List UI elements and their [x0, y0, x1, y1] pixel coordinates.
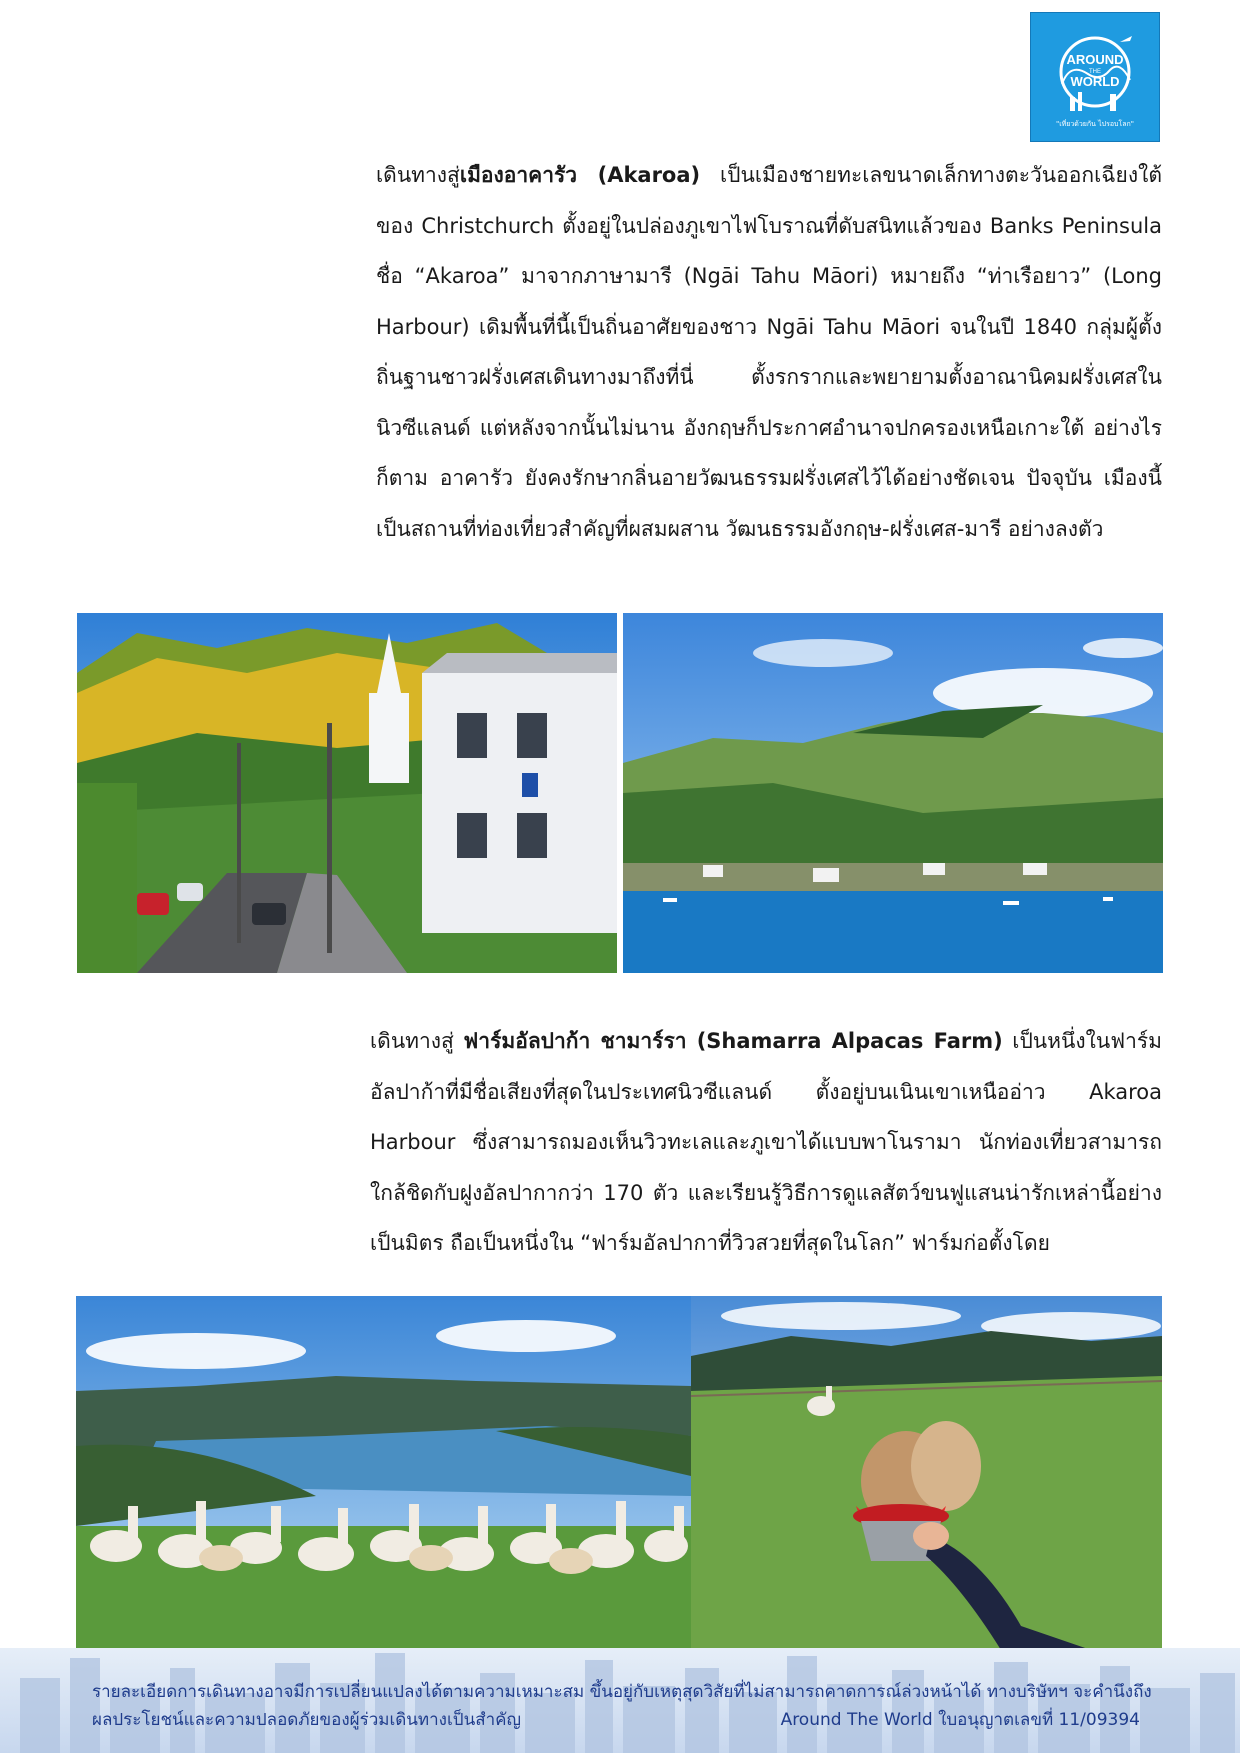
shamarra-intro: เดินทางสู่ — [370, 1029, 464, 1053]
shamarra-name: ฟาร์มอัลปาก้า ชามาร์รา (Shamarra Alpacas Farm) — [463, 1029, 1003, 1053]
logo-text-the: THE — [1089, 69, 1101, 75]
logo-text-world: WORLD — [1070, 74, 1120, 89]
alpaca-feeding-photo — [691, 1296, 1162, 1650]
logo-tagline: "เที่ยวด้วยกัน ไปรอบโลก" — [1056, 120, 1134, 128]
shamarra-body: เป็นหนึ่งในฟาร์มอัลปาก้าที่มีชื่อเสียงที่สุดในประเทศนิวซีแลนด์ ตั้งอยู่บนเนินเขาเหนืออ่าว Akaroa Harbour ซึ่งสามารถมองเห็นวิวทะเลและภูเขาได้แบบพาโนรามา นักท่องเที่ยวสามารถใกล้ชิดกับฝูงอัลปากากว่า 170 ตัว และเรียนรู้วิธีการดูแลสัตว์ขนฟูแสนน่ารักเหล่านี้อย่างเป็นมิตร ถือเป็นหนึ่งใน “ฟาร์มอัลปากาที่วิวสวยที่สุดในโลก” ฟาร์มก่อตั้งโดย — [370, 1029, 1162, 1255]
footer-license: Around The World ใบอนุญาตเลขที่ 11/09394 — [780, 1710, 1140, 1730]
akaroa-street-photo — [77, 613, 617, 973]
akaroa-harbour-photo — [623, 613, 1163, 973]
logo-text-around: AROUND — [1066, 52, 1124, 67]
footer-disclaimer-line2: ผลประโยชน์และความปลอดภัยของผู้ร่วมเดินทางเป็นสำคัญ — [92, 1710, 521, 1730]
akaroa-body: เป็นเมืองชายทะเลขนาดเล็กทางตะวันออกเฉียงใต้ของ Christchurch ตั้งอยู่ในปล่องภูเขาไฟโบราณที่ดับสนิทแล้วของ Banks Peninsula ชื่อ “Akaroa” มาจากภาษามารี (Ngāi Tahu Māori) หมายถึง “ท่าเรือยาว” (Long Harbour) เดิมพื้นที่นี้เป็นถิ่นอาศัยของชาว Ngāi Tahu Māori จนในปี 1840 กลุ่มผู้ตั้งถิ่นฐานชาวฝรั่งเศสเดินทางมาถึงที่นี่ ตั้งรกรากและพยายามตั้งอาณานิคมฝรั่งเศสในนิวซีแลนด์ แต่หลังจากนั้นไม่นาน อังกฤษก็ประกาศอำนาจปกครองเหนือเกาะใต้ อย่างไรก็ตาม อาคารัว ยังคงรักษากลิ่นอายวัฒนธรรมฝรั่งเศสไว้ได้อย่างชัดเจน ปัจจุบัน เมืองนี้เป็นสถานที่ท่องเที่ยวสำคัญที่ผสมผสาน วัฒนธรรมอังกฤษ-ฝรั่งเศส-มารี อย่างลงตัว — [376, 163, 1162, 541]
globe-logo-icon — [1040, 22, 1150, 132]
akaroa-description — [376, 150, 1162, 554]
akaroa-name: เมืองอาคารัว (Akaroa) — [459, 163, 701, 187]
alpaca-herd-photo — [76, 1296, 691, 1650]
company-logo — [1030, 12, 1160, 142]
footer-disclaimer-line1: รายละเอียดการเดินทางอาจมีการเปลี่ยนแปลงได้ตามความเหมาะสม ขึ้นอยู่กับเหตุสุดวิสัยที่ไม่สามารถคาดการณ์ล่วงหน้าได้ ทางบริษัทฯ จะคำนึงถึง — [92, 1682, 1152, 1702]
footer-disclaimer — [0, 1648, 1240, 1753]
akaroa-intro: เดินทางสู่ — [376, 163, 460, 187]
shamarra-description — [370, 1016, 1162, 1269]
